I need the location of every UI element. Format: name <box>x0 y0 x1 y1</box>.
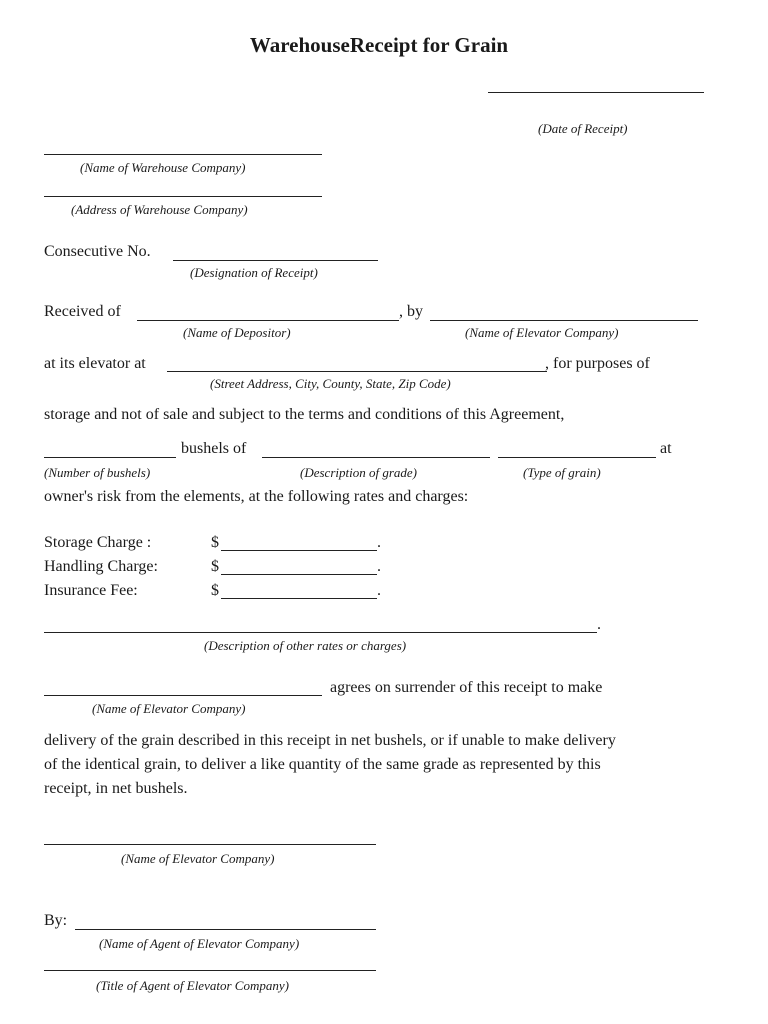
other-rates-caption: (Description of other rates or charges) <box>204 638 407 653</box>
storage-charge-currency: $ <box>211 534 219 551</box>
designation-caption: (Designation of Receipt) <box>190 265 318 280</box>
other-rates-period: . <box>597 616 601 633</box>
delivery-text-line-2: of the identical grain, to deliver a like quantity of the same grade as represented by this <box>44 756 601 773</box>
storage-clause: storage and not of sale and subject to the terms and conditions of this Agreement, <box>44 406 565 423</box>
storage-charge-label: Storage Charge : <box>44 534 152 551</box>
other-rates-line[interactable] <box>44 632 597 633</box>
depositor-line[interactable] <box>137 320 399 321</box>
date-of-receipt-caption: (Date of Receipt) <box>538 121 628 136</box>
storage-charge-line[interactable] <box>221 550 377 551</box>
owners-risk-text: owner's risk from the elements, at the following rates and charges: <box>44 488 469 505</box>
warehouse-name-caption: (Name of Warehouse Company) <box>80 160 246 175</box>
bushels-of-label: bushels of <box>181 440 247 457</box>
type-of-grain-caption: (Type of grain) <box>523 465 601 480</box>
handling-charge-period: . <box>377 558 381 575</box>
at-label: at <box>660 440 672 457</box>
elevator-company-caption-2: (Name of Elevator Company) <box>92 701 246 716</box>
depositor-caption: (Name of Depositor) <box>183 325 291 340</box>
agent-name-line[interactable] <box>75 929 376 930</box>
street-address-caption: (Street Address, City, County, State, Zip Code) <box>210 376 451 391</box>
at-its-elevator-label: at its elevator at <box>44 355 146 372</box>
street-address-line[interactable] <box>167 371 547 372</box>
description-of-grade-caption: (Description of grade) <box>300 465 417 480</box>
handling-charge-label: Handling Charge: <box>44 558 158 575</box>
insurance-fee-line[interactable] <box>221 598 377 599</box>
agent-name-caption: (Name of Agent of Elevator Company) <box>99 936 300 951</box>
elevator-company-line-3[interactable] <box>44 844 376 845</box>
warehouse-address-caption: (Address of Warehouse Company) <box>71 202 248 217</box>
delivery-text-line-1: delivery of the grain described in this receipt in net bushels, or if unable to make delivery <box>44 732 616 749</box>
elevator-company-caption-3: (Name of Elevator Company) <box>121 851 275 866</box>
number-of-bushels-caption: (Number of bushels) <box>44 465 151 480</box>
elevator-company-caption-1: (Name of Elevator Company) <box>465 325 619 340</box>
agent-title-line[interactable] <box>44 970 376 971</box>
elevator-company-line-1[interactable] <box>430 320 698 321</box>
consecutive-no-line[interactable] <box>173 260 378 261</box>
date-of-receipt-line[interactable] <box>488 92 704 93</box>
insurance-fee-currency: $ <box>211 582 219 599</box>
number-of-bushels-line[interactable] <box>44 457 176 458</box>
handling-charge-line[interactable] <box>221 574 377 575</box>
document-title: WarehouseReceipt for Grain <box>249 33 509 57</box>
by-comma-label: , by <box>399 303 423 320</box>
agent-title-caption: (Title of Agent of Elevator Company) <box>96 978 289 993</box>
elevator-company-line-2[interactable] <box>44 695 322 696</box>
by-label: By: <box>44 912 68 929</box>
insurance-fee-label: Insurance Fee: <box>44 582 138 599</box>
type-of-grain-line[interactable] <box>498 457 656 458</box>
handling-charge-currency: $ <box>211 558 219 575</box>
storage-charge-period: . <box>377 534 381 551</box>
warehouse-address-line[interactable] <box>44 196 322 197</box>
for-purposes-label: , for purposes of <box>545 355 650 372</box>
warehouse-name-line[interactable] <box>44 154 322 155</box>
agrees-text: agrees on surrender of this receipt to make <box>330 679 603 696</box>
description-of-grade-line[interactable] <box>262 457 490 458</box>
consecutive-no-label: Consecutive No. <box>44 243 151 260</box>
received-of-label: Received of <box>44 303 121 320</box>
delivery-text-line-3: receipt, in net bushels. <box>44 780 188 797</box>
insurance-fee-period: . <box>377 582 381 599</box>
